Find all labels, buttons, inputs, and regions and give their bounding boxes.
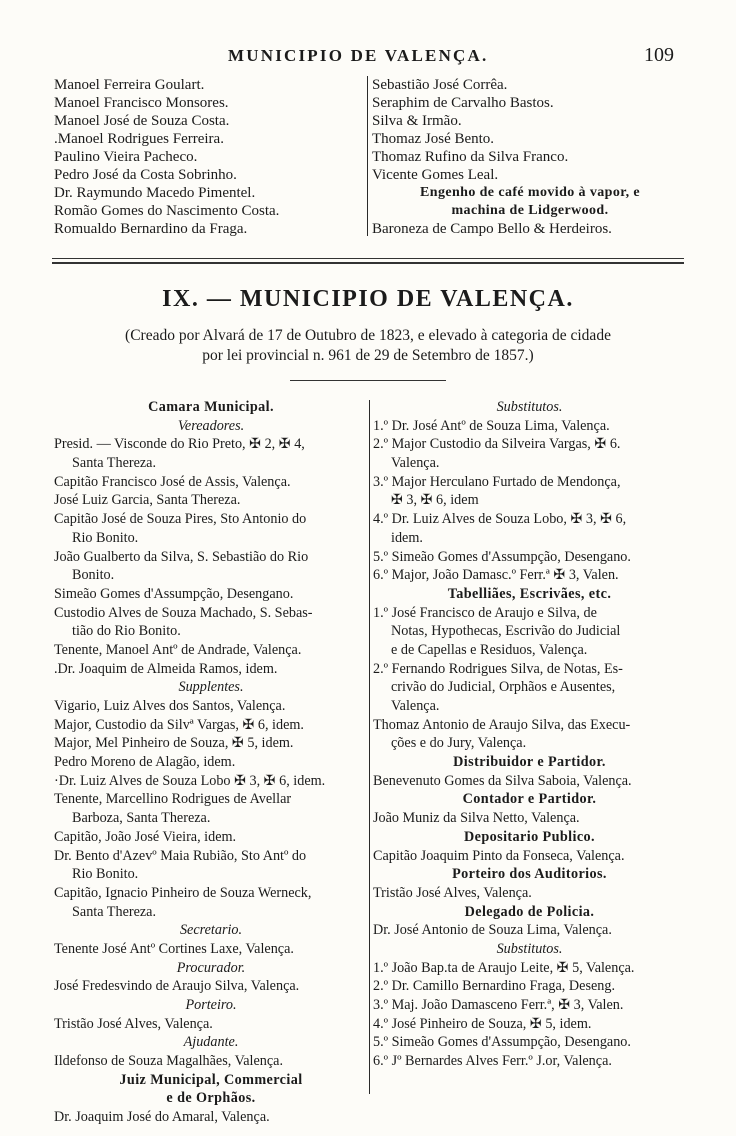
list-item: Rio Bonito.	[72, 866, 139, 883]
list-item: Romão Gomes do Nascimento Costa.	[54, 203, 280, 219]
list-item: Paulino Vieira Pacheco.	[54, 149, 198, 165]
list-item: Capitão José de Souza Pires, Sto Antonio do	[54, 511, 307, 528]
column-divider	[367, 76, 368, 236]
list-item: José Fredesvindo de Araujo Silva, Valença.	[54, 978, 300, 995]
secretario-heading: Secretario.	[179, 922, 243, 939]
substitutos-delegado-heading: Substitutos.	[496, 940, 563, 957]
porteiro-auditorios-heading: Porteiro dos Auditorios.	[452, 866, 607, 883]
list-item: Major, Custodio da Silvª Vargas, ✠ 6, idem.	[54, 716, 304, 733]
procurador-heading: Procurador.	[176, 959, 246, 976]
list-item: Dr. José Antonio de Souza Lima, Valença.	[373, 922, 612, 939]
left-column	[54, 398, 368, 1127]
list-item: Major, Mel Pinheiro de Souza, ✠ 5, idem.	[54, 735, 294, 752]
list-item: Benevenuto Gomes da Silva Saboia, Valença.	[373, 772, 632, 789]
list-item: 2.º Fernando Rodrigues Silva, de Notas, Es-	[373, 660, 623, 677]
supplentes-heading: Supplentes.	[178, 679, 244, 696]
list-item: Romualdo Bernardino da Fraga.	[54, 221, 248, 237]
main-body	[0, 398, 736, 1126]
list-item: Vicente Gomes Leal.	[372, 167, 499, 183]
list-item: crivão do Judicial, Orphãos e Ausentes,	[391, 679, 616, 696]
list-item: .Dr. Joaquim de Almeida Ramos, idem.	[54, 660, 278, 677]
list-item: Thomaz Rufino da Silva Franco.	[372, 149, 569, 165]
column-divider	[369, 400, 370, 1094]
list-item: Rio Bonito.	[72, 529, 139, 546]
list-item: Tenente José Antº Cortines Laxe, Valença.	[54, 940, 294, 957]
list-item: 4.º José Pinheiro de Souza, ✠ 5, idem.	[373, 1015, 592, 1032]
list-item: Tenente, Manoel Antº de Andrade, Valença.	[54, 641, 302, 658]
list-item: Thomaz Antonio de Araujo Silva, das Execu-	[373, 716, 631, 733]
list-item: Dr. Joaquim José do Amaral, Valença.	[54, 1109, 270, 1126]
list-item: Manoel Ferreira Goulart.	[54, 77, 205, 93]
list-item: idem.	[391, 529, 423, 546]
list-item: 5.º Simeão Gomes d'Assumpção, Desengano.	[373, 548, 631, 565]
list-item: Valença.	[391, 698, 440, 714]
list-item: 6.º Major, João Damasc.º Ferr.ª ✠ 3, Valen.	[373, 567, 619, 584]
juiz-heading-cont: e de Orphãos.	[166, 1090, 256, 1107]
subtitle-line-2: por lei provincial n. 961 de 29 de Setembro de 1857.)	[202, 347, 534, 364]
substitutos-heading: Substitutos.	[496, 399, 563, 415]
subtitle-line-1: (Creado por Alvará de 17 de Outubro de 1823, e elevado à categoria de cidade	[125, 327, 611, 344]
top-right-column	[372, 76, 688, 238]
list-item: Sebastião José Corrêa.	[372, 77, 508, 93]
list-item: 1.º Dr. José Antº de Souza Lima, Valença.	[373, 417, 610, 434]
list-item: 1.º João Bap.ta de Araujo Leite, ✠ 5, Valença.	[373, 959, 635, 976]
engenho-heading-cont: machina de Lidgerwood.	[451, 203, 609, 218]
list-item: ções e do Jury, Valença.	[391, 735, 527, 752]
list-item: 4.º Dr. Luiz Alves de Souza Lobo, ✠ 3, ✠ 6,	[373, 511, 627, 528]
distribuidor-heading: Distribuidor e Partidor.	[453, 754, 606, 771]
list-item: Capitão, Ignacio Pinheiro de Souza Werneck,	[54, 884, 312, 901]
list-item: Bonito.	[72, 567, 115, 584]
ajudante-heading: Ajudante.	[183, 1034, 239, 1051]
list-item: ✠ 3, ✠ 6, idem	[391, 492, 479, 509]
running-header-title: MUNICIPIO DE VALENÇA.	[228, 46, 489, 65]
list-item: Silva & Irmão.	[372, 113, 462, 129]
list-item: Santa Thereza.	[72, 903, 157, 920]
list-item: Dr. Bento d'Azevº Maia Rubião, Sto Antº do	[54, 847, 307, 864]
list-item: Tenente, Marcellino Rodrigues de Avellar	[54, 791, 292, 808]
tabelliaes-heading: Tabelliães, Escrivães, etc.	[447, 585, 612, 602]
section-subtitle	[50, 326, 686, 366]
list-item: ·Dr. Luiz Alves de Souza Lobo ✠ 3, ✠ 6, idem.	[54, 772, 326, 789]
list-item: Dr. Raymundo Macedo Pimentel.	[54, 185, 256, 201]
vereadores-heading: Vereadores.	[177, 417, 245, 434]
page-number: 109	[644, 44, 674, 66]
list-item: Presid. — Visconde do Rio Preto, ✠ 2, ✠ 4,	[54, 436, 305, 453]
top-continuation	[0, 76, 736, 244]
section-rule-thick	[52, 262, 684, 264]
list-item: Tristão José Alves, Valença.	[373, 884, 532, 901]
section-rule	[52, 258, 684, 259]
list-item: 3.º Maj. João Damasceno Ferr.ª, ✠ 3, Valen.	[373, 997, 624, 1013]
short-rule	[290, 380, 446, 381]
engenho-heading: Engenho de café movido à vapor, e	[420, 185, 640, 200]
list-item: 3.º Major Herculano Furtado de Mendonça,	[373, 473, 621, 490]
list-item: Pedro José da Costa Sobrinho.	[54, 167, 237, 183]
list-item: 1.º José Francisco de Araujo e Silva, de	[373, 604, 597, 621]
list-item: e de Capellas e Residuos, Valença.	[391, 641, 588, 658]
section-title: IX. — MUNICIPIO DE VALENÇA.	[162, 286, 574, 312]
list-item: Simeão Gomes d'Assumpção, Desengano.	[54, 585, 294, 602]
contador-heading: Contador e Partidor.	[462, 791, 597, 808]
top-left-column	[54, 76, 362, 238]
list-item: Vigario, Luiz Alves dos Santos, Valença.	[54, 698, 286, 714]
list-item: João Gualberto da Silva, S. Sebastião do Rio	[54, 548, 309, 565]
camara-heading: Camara Municipal.	[148, 399, 274, 415]
depositario-heading: Depositario Publico.	[464, 828, 595, 845]
list-item: Manoel Francisco Monsores.	[54, 95, 229, 111]
list-item: 2.º Dr. Camillo Bernardino Fraga, Deseng.	[373, 978, 615, 995]
list-item: Manoel José de Souza Costa.	[54, 113, 230, 129]
list-item: tião do Rio Bonito.	[72, 623, 181, 640]
list-item: Capitão Francisco José de Assis, Valença.	[54, 473, 291, 490]
list-item: Valença.	[391, 455, 440, 472]
list-item: 6.º Jº Bernardes Alves Ferr.º J.or, Valença.	[373, 1053, 612, 1070]
list-item: Barboza, Santa Thereza.	[72, 810, 211, 827]
list-item: Ildefonso de Souza Magalhães, Valença.	[54, 1053, 284, 1070]
list-item: .Manoel Rodrigues Ferreira.	[54, 131, 224, 147]
list-item: Tristão José Alves, Valença.	[54, 1015, 213, 1032]
list-item: Custodio Alves de Souza Machado, S. Sebas-	[54, 604, 313, 621]
list-item: Santa Thereza.	[72, 455, 157, 472]
list-item: Seraphim de Carvalho Bastos.	[372, 95, 554, 111]
list-item: 2.º Major Custodio da Silveira Vargas, ✠ 6.	[373, 436, 621, 453]
list-item: José Luiz Garcia, Santa Thereza.	[54, 492, 241, 509]
right-column	[373, 398, 686, 1071]
porteiro-heading: Porteiro.	[185, 997, 237, 1013]
list-item: Thomaz José Bento.	[372, 131, 495, 147]
list-item: João Muniz da Silva Netto, Valença.	[373, 810, 580, 827]
delegado-heading: Delegado de Policia.	[464, 903, 595, 920]
running-header	[0, 46, 736, 70]
list-item: Capitão Joaquim Pinto da Fonseca, Valença.	[373, 847, 625, 864]
list-item: Pedro Moreno de Alagão, idem.	[54, 754, 236, 771]
juiz-heading: Juiz Municipal, Commercial	[119, 1071, 303, 1088]
list-item: Baroneza de Campo Bello & Herdeiros.	[372, 221, 612, 237]
list-item: 5.º Simeão Gomes d'Assumpção, Desengano.	[373, 1034, 631, 1051]
list-item: Capitão, João José Vieira, idem.	[54, 828, 237, 845]
list-item: Notas, Hypothecas, Escrivão do Judicial	[391, 623, 621, 640]
